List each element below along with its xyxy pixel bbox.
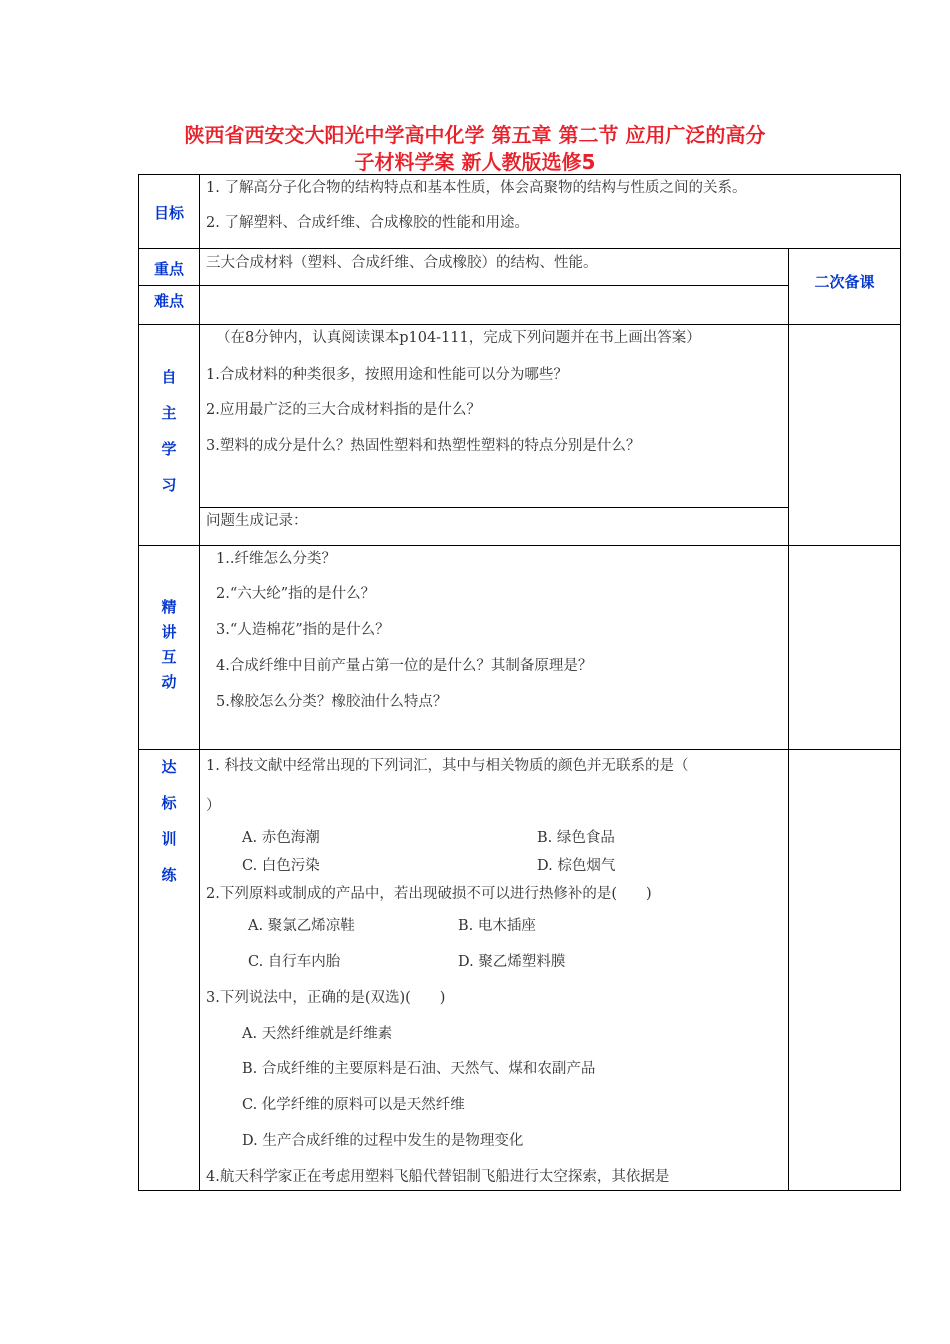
practice-q2-stem: 2.下列原料或制成的产品中，若出现破损不可以进行热修补的是( ) [206,886,652,902]
self-study-question-2: 2.应用最广泛的三大合成材料指的是什么？ [206,402,481,418]
key-points-text: 三大合成材料（塑料、合成纤维、合成橡胶）的结构、性能。 [206,255,598,271]
lecture-question-5: 5.橡胶怎么分类？橡胶油什么特点？ [216,694,448,710]
practice-q3-option-a: A. 天然纤维就是纤维素 [242,1026,393,1042]
practice-q1-option-c: C. 白色污染 [242,858,320,874]
practice-q3-option-d: D. 生产合成纤维的过程中发生的是物理变化 [242,1133,524,1149]
practice-q3-stem: 3.下列说法中，正确的是(双选)( ) [206,990,446,1006]
document-title-line-2: 子材料学案 新人教版选修5 [354,150,596,174]
practice-q1-stem: 1. 科技文献中经常出现的下列词汇，其中与相关物质的颜色并无联系的是（ [206,758,689,774]
problem-record-label: 问题生成记录： [206,513,308,529]
lecture-question-3: 3.“人造棉花”指的是什么？ [216,622,390,638]
goal-item-1: 1. 了解高分子化合物的结构特点和基本性质，体会高聚物的结构与性质之间的关系。 [206,180,747,196]
self-study-question-1: 1.合成材料的种类很多，按照用途和性能可以分为哪些？ [206,367,568,383]
key-points-label: 重点 [153,260,184,278]
self-study-intro: （在8分钟内，认真阅读课本p104-111，完成下列问题并在书上画出答案） [216,330,701,346]
document-title-line-1: 陕西省西安交大阳光中学高中化学 第五章 第二节 应用广泛的高分 [184,123,766,147]
practice-q1-option-d: D. 棕色烟气 [537,858,616,874]
practice-q2-option-d: D. 聚乙烯塑料膜 [458,954,566,970]
practice-label: 达 标 训 练 [161,758,177,884]
difficulty-label: 难点 [153,292,184,310]
practice-q1-stem-end: ） [206,798,221,814]
lecture-question-4: 4.合成纤维中目前产量占第一位的是什么？其制备原理是？ [216,658,593,674]
self-study-label: 自 主 学 习 [161,368,177,494]
practice-q4-stem: 4.航天科学家正在考虑用塑料飞船代替铝制飞船进行太空探索，其依据是 [206,1169,670,1185]
lecture-label: 精 讲 互 动 [161,598,177,691]
secondary-prep-label: 二次备课 [814,273,875,291]
practice-q3-option-b: B. 合成纤维的主要原料是石油、天然气、煤和农副产品 [242,1061,596,1077]
practice-q2-option-a: A. 聚氯乙烯凉鞋 [248,918,355,934]
practice-q2-option-b: B. 电木插座 [458,918,536,934]
self-study-question-3: 3.塑料的成分是什么？热固性塑料和热塑性塑料的特点分别是什么？ [206,438,641,454]
lecture-question-1: 1..纤维怎么分类？ [216,551,336,567]
practice-q1-option-b: B. 绿色食品 [537,830,615,846]
goals-label: 目标 [153,204,184,222]
practice-q3-option-c: C. 化学纤维的原料可以是天然纤维 [242,1097,465,1113]
goal-item-2: 2. 了解塑料、合成纤维、合成橡胶的性能和用途。 [206,215,529,231]
practice-q1-option-a: A. 赤色海潮 [242,830,320,846]
practice-q2-option-c: C. 自行车内胎 [248,954,341,970]
lecture-question-2: 2.“六大纶”指的是什么？ [216,586,376,602]
